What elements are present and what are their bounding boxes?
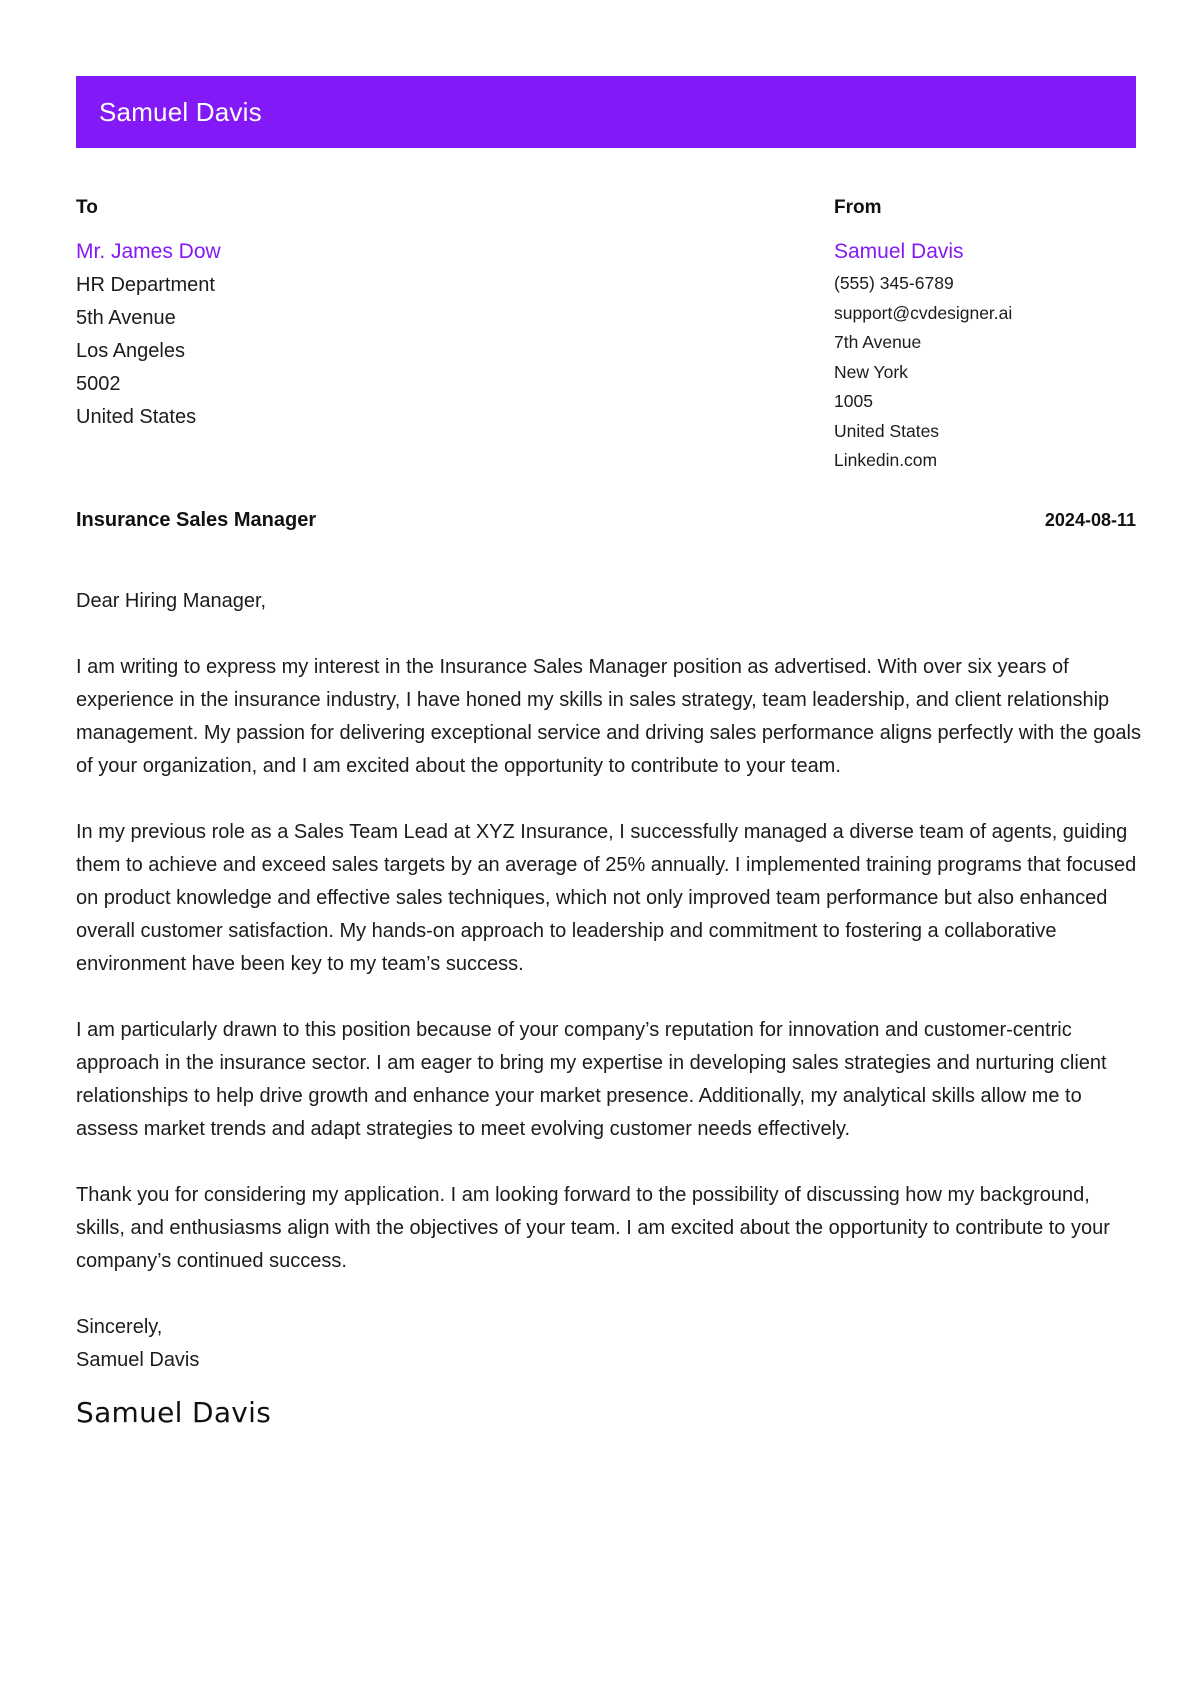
letter-subject: Insurance Sales Manager [76, 509, 317, 531]
letter-body [76, 585, 1142, 1311]
closing-name: Samuel Davis [76, 1349, 200, 1371]
sender-postal-code: 1005 [834, 391, 873, 411]
header-name: Samuel Davis [99, 96, 262, 127]
recipient-postal-code: 5002 [76, 373, 121, 395]
sender-linkedin: Linkedin.com [834, 450, 938, 470]
sender-street: 7th Avenue [834, 332, 922, 352]
closing-block [76, 1311, 199, 1377]
signature: Samuel Davis [76, 1396, 272, 1429]
letter-date: 2024-08-11 [1044, 510, 1136, 530]
body-paragraph: In my previous role as a Sales Team Lead at XYZ Insurance, I successfully managed a diverse team of agents, guiding them to achieve and exceed sales targets by an average of 25% annually. I implemented training programs that focused on product knowledge and effective sales techniques, which not only improved team performance but also enhanced overall customer satisfaction. My hands-on approach to leadership and commitment to fostering a collaborative environment have been key to my team’s success. [76, 821, 1137, 975]
sender-city: New York [834, 361, 908, 382]
salutation: Dear Hiring Manager, [76, 590, 267, 612]
recipient-label: To [76, 197, 98, 218]
sender-block [834, 196, 1136, 476]
body-paragraph: I am particularly drawn to this position because of your company’s reputation for innovation and customer-centric approach in the insurance sector. I am eager to bring my expertise in developing sales strategies and nurturing client relationships to help drive growth and enhance your market presence. Additionally, my analytical skills allow me to assess market trends and adapt strategies to meet evolving customer needs effectively. [76, 1019, 1107, 1140]
recipient-country: United States [76, 406, 197, 428]
recipient-department: HR Department [76, 274, 215, 296]
closing-phrase: Sincerely, [76, 1316, 163, 1338]
sender-phone: (555) 345-6789 [834, 273, 954, 293]
sender-label: From [834, 197, 882, 218]
header-banner [76, 76, 1136, 148]
body-paragraph: I am writing to express my interest in the Insurance Sales Manager position as advertised. With over six years of experience in the insurance industry, I have honed my skills in sales strategy, team leadership, and client relationship management. My passion for delivering exceptional service and driving sales performance aligns perfectly with the goals of your organization, and I am excited about the opportunity to contribute to your team. [76, 656, 1141, 777]
sender-name: Samuel Davis [834, 240, 964, 263]
body-paragraph: Thank you for considering my application. I am looking forward to the possibility of discussing how my background, skills, and enthusiasms align with the objectives of your team. I am excited about the opportunity to contribute to your company’s continued success. [76, 1184, 1110, 1272]
recipient-name: Mr. James Dow [76, 240, 221, 263]
recipient-block [76, 196, 676, 434]
recipient-city: Los Angeles [76, 340, 185, 362]
subject-row [76, 509, 1136, 532]
recipient-street: 5th Avenue [76, 307, 176, 329]
sender-country: United States [834, 420, 940, 441]
sender-email: support@cvdesigner.ai [834, 302, 1013, 323]
